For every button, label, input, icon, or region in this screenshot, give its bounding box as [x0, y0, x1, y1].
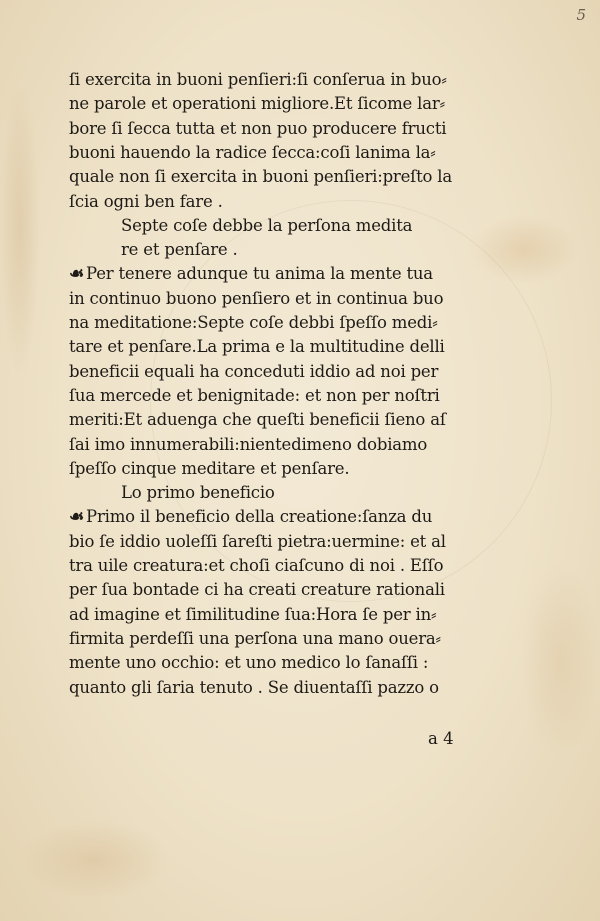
text-line-content: quanto gli ſaria tenuto . Se diuentaſſi pazzo o [69, 677, 439, 697]
foxing-stain [20, 820, 170, 900]
text-line [69, 603, 436, 627]
foxing-stain [520, 560, 600, 760]
text-line-content: per ſua bontade ci ha creati creature rationali [69, 580, 445, 600]
text-line-content: Lo primo beneficio [121, 483, 275, 503]
text-line-content: Septe coſe debbe la perſona medita [121, 215, 413, 235]
text-line [121, 238, 238, 262]
text-line-content: tra uile creatura:et choſi ciaſcuno di noi . Eſſo [69, 556, 444, 575]
text-line-content: ſua mercede et benignitade: et non per noſtri [69, 385, 440, 405]
text-line-content: ſi exercita in buoni penſieri:ſi conſerua in buo⸗ [69, 70, 447, 89]
text-line-content: beneficii equali ha conceduti iddio ad noi per [69, 361, 439, 381]
text-line-content: ad imagine et ſimilitudine ſua:Hora ſe per in⸗ [69, 604, 437, 624]
text-line [121, 214, 412, 238]
text-line [69, 311, 438, 335]
text-line-content: ſcia ogni ben fare . [69, 191, 223, 211]
text-line [69, 287, 443, 311]
text-line-content: na meditatione:Septe coſe debbi ſpeſſo medi⸗ [69, 313, 438, 332]
text-line-content: tare et penſare.La prima e la multitudine delli [69, 337, 445, 357]
pilcrow-mark: ☙ [69, 507, 85, 528]
text-line [69, 360, 438, 384]
text-line [69, 578, 445, 602]
text-line [69, 141, 436, 165]
text-line-content: Primo il beneficio della creatione:ſanza du [86, 507, 433, 527]
text-line [69, 262, 433, 286]
text-line-content: mente uno occhio: et uno medico lo ſanaſſi : [69, 653, 429, 673]
text-line-content: quale non ſi exercita in buoni penſieri:preſto la [69, 167, 453, 187]
text-line [69, 384, 440, 408]
signature-mark: a 4 [428, 729, 454, 748]
text-line-content: firmita perdeſſi una perſona una mano ouera⸗ [69, 628, 441, 648]
text-line-content: in continuo buono penſiero et in continua buo [69, 288, 444, 308]
text-line [69, 433, 427, 457]
text-line-content: ſpeſſo cinque meditare et penſare. [69, 458, 350, 478]
pilcrow-mark: ☙ [69, 264, 85, 285]
text-line-content: re et penſare . [121, 240, 238, 260]
folio-number: 5 [576, 6, 586, 24]
text-line [69, 68, 447, 92]
text-line-content: bore ſi ſecca tutta et non puo producere fructi [69, 118, 447, 138]
text-line [69, 554, 443, 578]
text-line [69, 651, 428, 675]
text-line [69, 190, 223, 214]
text-line-content: buoni hauendo la radice ſecca:coſi lanima la⸗ [69, 142, 436, 162]
text-line-content: ſai imo innumerabili:nientedimeno dobiamo [69, 434, 428, 454]
text-line [69, 165, 452, 189]
text-line [69, 408, 446, 432]
text-line [69, 335, 445, 359]
text-line [69, 117, 446, 141]
text-line-content: meriti:Et aduenga che queſti beneficii ſieno aſ [69, 410, 446, 430]
text-line [69, 505, 432, 529]
text-line-content: bio ſe iddio uoleſſi ſareſti pietra:uermine: et al [69, 531, 446, 551]
text-line [69, 457, 349, 481]
text-line [69, 676, 439, 700]
text-line-content: Per tenere adunque tu anima la mente tua [86, 264, 433, 284]
text-line [121, 481, 275, 505]
text-line [69, 92, 445, 116]
text-line [69, 530, 446, 554]
foxing-stain [0, 80, 40, 380]
text-line-content: ne parole et operationi migliore.Et ſicome lar⸗ [69, 94, 445, 114]
text-line [69, 627, 441, 651]
